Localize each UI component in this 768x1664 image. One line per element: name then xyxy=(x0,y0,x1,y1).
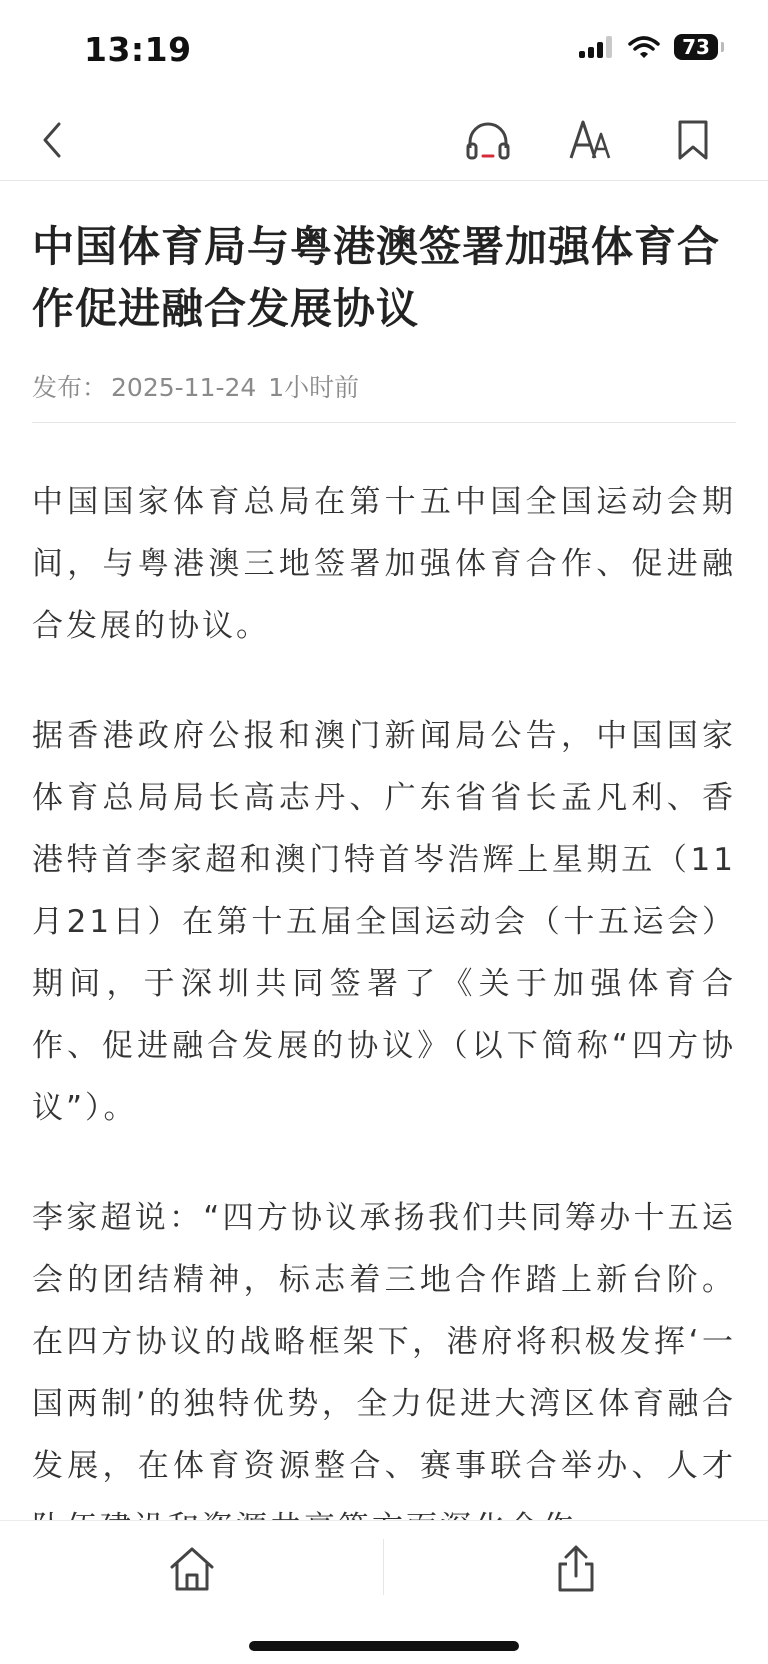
status-icons xyxy=(578,34,718,60)
bookmark-icon xyxy=(675,119,711,161)
nav-bar xyxy=(0,100,768,181)
listen-button[interactable] xyxy=(462,114,514,166)
chevron-left-icon xyxy=(39,120,69,160)
cellular-signal-icon xyxy=(578,35,614,59)
status-time: 13:19 xyxy=(84,30,192,69)
headphones-icon xyxy=(464,118,512,162)
home-icon xyxy=(168,1545,216,1593)
article-paragraph: 中国国家体育总局在第十五中国全国运动会期间，与粤港澳三地签署加强体育合作、促进融合发展的协议。 xyxy=(32,484,736,644)
toolbar-divider xyxy=(383,1539,384,1595)
article-paragraph: 据香港政府公报和澳门新闻局公告，中国国家体育总局局长高志丹、广东省省长孟凡利、香港特首李家超和澳门特首岑浩辉上星期五（11月21日）在第十五届全国运动会（十五运会）期间，于深圳共同签署了《关于加强体育合作、促进融合发展的协议》（以下简称“四方协议”）。 xyxy=(32,718,736,1126)
battery-indicator xyxy=(674,34,718,60)
home-indicator[interactable] xyxy=(249,1641,519,1651)
publish-date: 2025-11-24 xyxy=(111,373,257,402)
font-size-icon xyxy=(568,118,612,162)
article-paragraph: 李家超说：“四方协议承扬我们共同筹办十五运会的团结精神，标志着三地合作踏上新台阶。在四方协议的战略框架下，港府将积极发挥‘一国两制’的独特优势，全力促进大湾区体育融合发展，在体育资源整合、赛事联合举办、人才 xyxy=(32,1200,736,1484)
status-bar xyxy=(0,0,768,100)
battery-level: 73 xyxy=(682,35,710,59)
wifi-icon xyxy=(628,35,660,59)
publish-label: 发布： xyxy=(32,373,108,402)
bottom-toolbar xyxy=(0,1520,768,1664)
share-icon xyxy=(554,1544,598,1594)
share-button[interactable] xyxy=(548,1541,604,1597)
article-content xyxy=(32,180,736,1559)
font-size-button[interactable] xyxy=(564,114,616,166)
home-button[interactable] xyxy=(164,1541,220,1597)
back-button[interactable] xyxy=(28,114,80,166)
bookmark-button[interactable] xyxy=(667,114,719,166)
article-meta xyxy=(32,370,736,423)
article-title: 中国体育局与粤港澳签署加强体育合作促进融合发展协议 xyxy=(32,222,721,333)
publish-relative-time: 1小时前 xyxy=(268,373,360,402)
